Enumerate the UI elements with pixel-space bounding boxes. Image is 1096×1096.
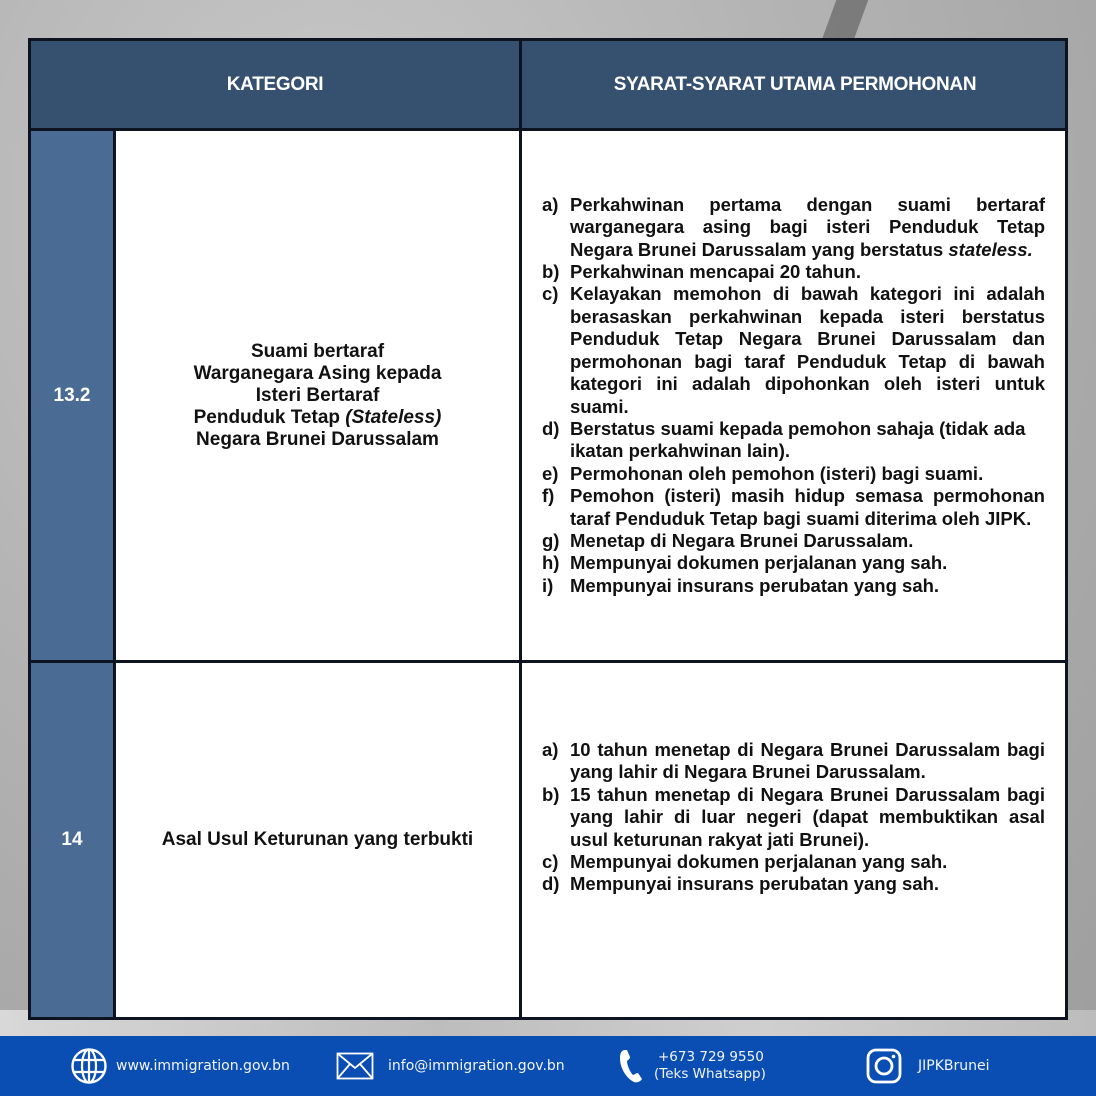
requirement-item [542,739,1045,784]
category-line: Suami bertaraf [250,340,385,362]
requirements-table [28,38,1068,1020]
item-marker: a) [542,739,559,760]
category-cell [116,131,519,660]
header-kategori: KATEGORI [226,73,324,95]
item-marker: d) [542,873,560,895]
item-text: 10 tahun menetap di Negara Brunei Darussalam bagi yang lahir di Negara Brunei Darussalam. [570,739,1045,783]
item-marker: h) [542,552,560,574]
category-italic: (Stateless) [345,406,442,428]
item-marker: f) [542,485,555,507]
item-text: Perkahwinan mencapai 20 tahun. [570,261,861,283]
envelope-icon [336,1052,374,1080]
phone-icon [618,1048,644,1084]
table-header [31,41,1065,131]
email-link[interactable]: info@immigration.gov.bn [388,1058,565,1074]
phone-text [654,1049,766,1083]
item-marker: b) [542,261,560,283]
item-text-main: Perkahwinan pertama dengan suami bertaraf warganegara asing bagi isteri Penduduk Tetap Negara Brunei Darussalam yang berstatus [570,193,1045,260]
footer-phone[interactable] [618,1036,766,1096]
item-marker: i) [542,574,554,596]
requirements-list [522,194,1065,597]
footer-social[interactable] [866,1036,990,1096]
category-line [194,407,442,429]
item-marker: a) [542,193,559,215]
item-text: Permohonan oleh pemohon (isteri) bagi suami. [570,462,984,484]
requirements-cell [519,131,1065,660]
website-link[interactable]: www.immigration.gov.bn [116,1058,290,1074]
requirement-item [542,851,1045,873]
footer-email[interactable] [336,1036,565,1096]
item-text: Kelayakan memohon di bawah kategori ini adalah berasaskan perkahwinan kepada isteri berstatus Penduduk Tetap Negara Brunei Darussalam dan permohonan bagi taraf Penduduk Tetap di bawah kategori ini adalah dipohonkan oleh isteri untuk suami. [570,283,1045,417]
requirement-item [542,418,1045,463]
instagram-icon [866,1048,902,1084]
phone-number[interactable]: +673 729 9550 [658,1049,764,1065]
table-row [31,663,1065,1017]
footer-website[interactable] [70,1036,290,1096]
category-text: Penduduk Tetap [193,406,340,428]
requirement-item [542,530,1045,552]
requirement-item [542,575,1045,597]
phone-note: (Teks Whatsapp) [654,1066,766,1082]
requirement-item [542,552,1045,574]
category-line: Negara Brunei Darussalam [196,428,439,450]
item-text: Pemohon (isteri) masih hidup semasa permohonan taraf Penduduk Tetap bagi suami diterima oleh JIPK. [570,485,1045,529]
item-marker: b) [542,783,560,805]
item-text: Mempunyai insurans perubatan yang sah. [570,873,940,895]
item-text: Mempunyai insurans perubatan yang sah. [570,574,940,596]
contact-footer [0,1036,1096,1096]
item-marker: c) [542,851,559,873]
instagram-handle[interactable]: JIPKBrunei [918,1058,990,1074]
item-text: Menetap di Negara Brunei Darussalam. [570,529,914,551]
item-marker: c) [542,283,559,305]
requirement-item [542,261,1045,283]
requirement-item [542,194,1045,261]
row-number: 14 [31,663,116,1017]
table-row [31,131,1065,663]
header-syarat: SYARAT-SYARAT UTAMA PERMOHONAN [519,41,1068,128]
requirement-item [542,784,1045,851]
item-marker: e) [542,462,559,484]
globe-icon [70,1047,108,1085]
requirement-item [542,485,1045,530]
requirement-item [542,463,1045,485]
category-line: Asal Usul Keturunan yang terbukti [161,829,474,850]
category-line: Isteri Bertaraf [255,384,380,406]
item-text: Mempunyai dokumen perjalanan yang sah. [570,851,948,873]
requirement-item [542,283,1045,417]
item-marker: g) [542,529,560,551]
item-text: 15 tahun menetap di Negara Brunei Darussalam bagi yang lahir di luar negeri (dapat membuktikan asal usul keturunan rakyat jati Brunei). [570,783,1045,850]
item-text: Mempunyai dokumen perjalanan yang sah. [570,552,948,574]
item-text-italic: stateless. [948,238,1033,260]
requirements-list [522,739,1065,896]
requirements-cell [519,663,1065,1017]
category-cell [116,663,519,1017]
category-line: Warganegara Asing kepada [193,362,442,384]
requirement-item [542,873,1045,895]
item-marker: d) [542,417,560,439]
item-text: Berstatus suami kepada pemohon sahaja (tidak ada ikatan perkahwinan lain). [570,417,1026,462]
item-text [570,194,1045,261]
row-number: 13.2 [31,131,116,660]
